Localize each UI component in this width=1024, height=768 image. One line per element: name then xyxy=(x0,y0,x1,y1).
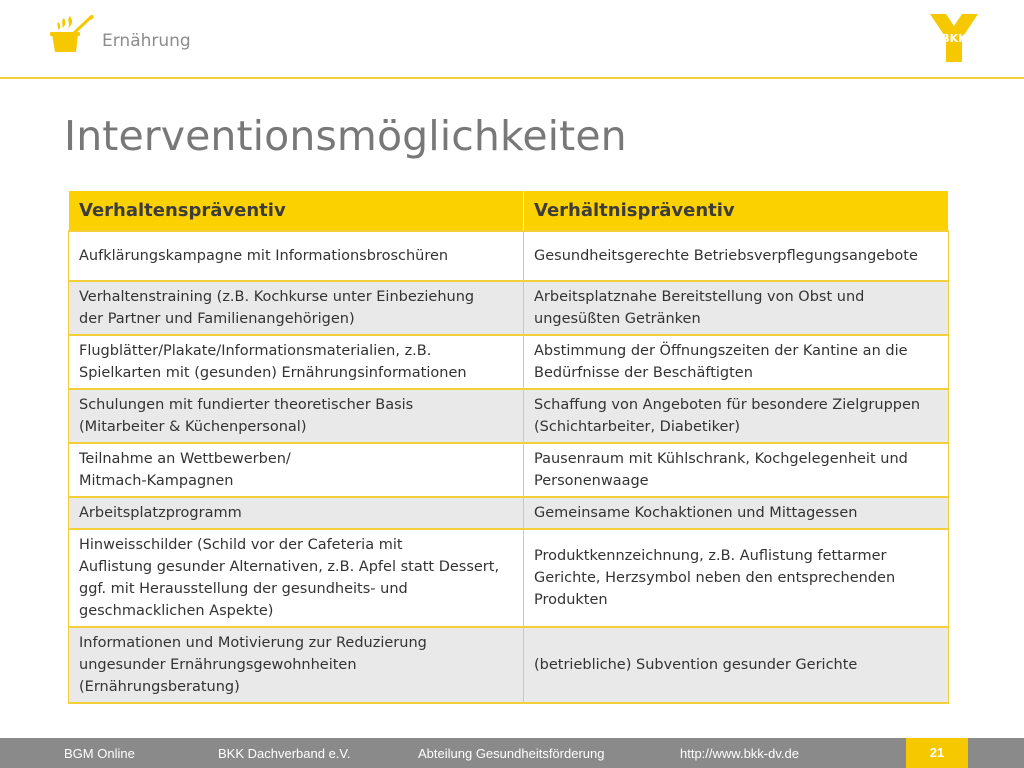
table-cell: Arbeitsplatznahe Bereitstellung von Obst und ungesüßten Getränken xyxy=(524,281,949,335)
bkk-logo-icon xyxy=(928,12,980,64)
page-number-box xyxy=(906,738,968,768)
table-cell: Aufklärungskampagne mit Informationsbroschüren xyxy=(69,231,524,281)
table-cell: Produktkennzeichnung, z.B. Auflistung fettarmer Gerichte, Herzsymbol neben den entsprechenden Produkten xyxy=(524,529,949,627)
interventions-table xyxy=(68,190,949,704)
table-row xyxy=(69,281,949,335)
footer-item: Abteilung Gesundheitsförderung xyxy=(418,746,605,761)
slide-footer xyxy=(0,738,1024,768)
table-cell: Gemeinsame Kochaktionen und Mittagessen xyxy=(524,497,949,529)
table-cell: Teilnahme an Wettbewerben/ Mitmach-Kampagnen xyxy=(69,443,524,497)
topic-label: Ernährung xyxy=(102,31,191,51)
footer-item: BKK Dachverband e.V. xyxy=(218,746,351,761)
cooking-pot-icon xyxy=(50,14,96,56)
column-header: Verhaltenspräventiv xyxy=(69,191,524,232)
table-row xyxy=(69,627,949,703)
table-row xyxy=(69,335,949,389)
column-header: Verhältnispräventiv xyxy=(524,191,949,232)
table-cell: Arbeitsplatzprogramm xyxy=(69,497,524,529)
table-cell: Pausenraum mit Kühlschrank, Kochgelegenheit und Personenwaage xyxy=(524,443,949,497)
table-cell: Flugblätter/Plakate/Informationsmaterialien, z.B. Spielkarten mit (gesunden) Ernährungsinformationen xyxy=(69,335,524,389)
table-row xyxy=(69,231,949,281)
page-number: 21 xyxy=(929,745,945,760)
table-cell: (betriebliche) Subvention gesunder Gerichte xyxy=(524,627,949,703)
table-cell: Verhaltenstraining (z.B. Kochkurse unter Einbeziehung der Partner und Familienangehörigen) xyxy=(69,281,524,335)
table-row xyxy=(69,389,949,443)
table-cell: Schulungen mit fundierter theoretischer Basis (Mitarbeiter & Küchenpersonal) xyxy=(69,389,524,443)
table-header-row xyxy=(69,191,949,232)
header-divider xyxy=(0,77,1024,79)
table-cell: Informationen und Motivierung zur Reduzierung ungesunder Ernährungsgewohnheiten (Ernährungsberatung) xyxy=(69,627,524,703)
table-cell: Schaffung von Angeboten für besondere Zielgruppen (Schichtarbeiter, Diabetiker) xyxy=(524,389,949,443)
slide-title: Interventionsmöglichkeiten xyxy=(64,112,627,160)
logo-text: BKK xyxy=(941,32,967,45)
table-row xyxy=(69,443,949,497)
table-row xyxy=(69,529,949,627)
footer-url: http://www.bkk-dv.de xyxy=(680,746,799,761)
table-cell: Gesundheitsgerechte Betriebsverpflegungsangebote xyxy=(524,231,949,281)
table-cell: Abstimmung der Öffnungszeiten der Kantine an die Bedürfnisse der Beschäftigten xyxy=(524,335,949,389)
table-row xyxy=(69,497,949,529)
table-cell: Hinweisschilder (Schild vor der Cafeteria mit Auflistung gesunder Alternativen, z.B. Apfel statt Dessert, ggf. mit Herausstellung der gesundheits- und geschmacklichen Aspekte) xyxy=(69,529,524,627)
footer-item: BGM Online xyxy=(64,746,135,761)
slide-header xyxy=(0,0,1024,78)
